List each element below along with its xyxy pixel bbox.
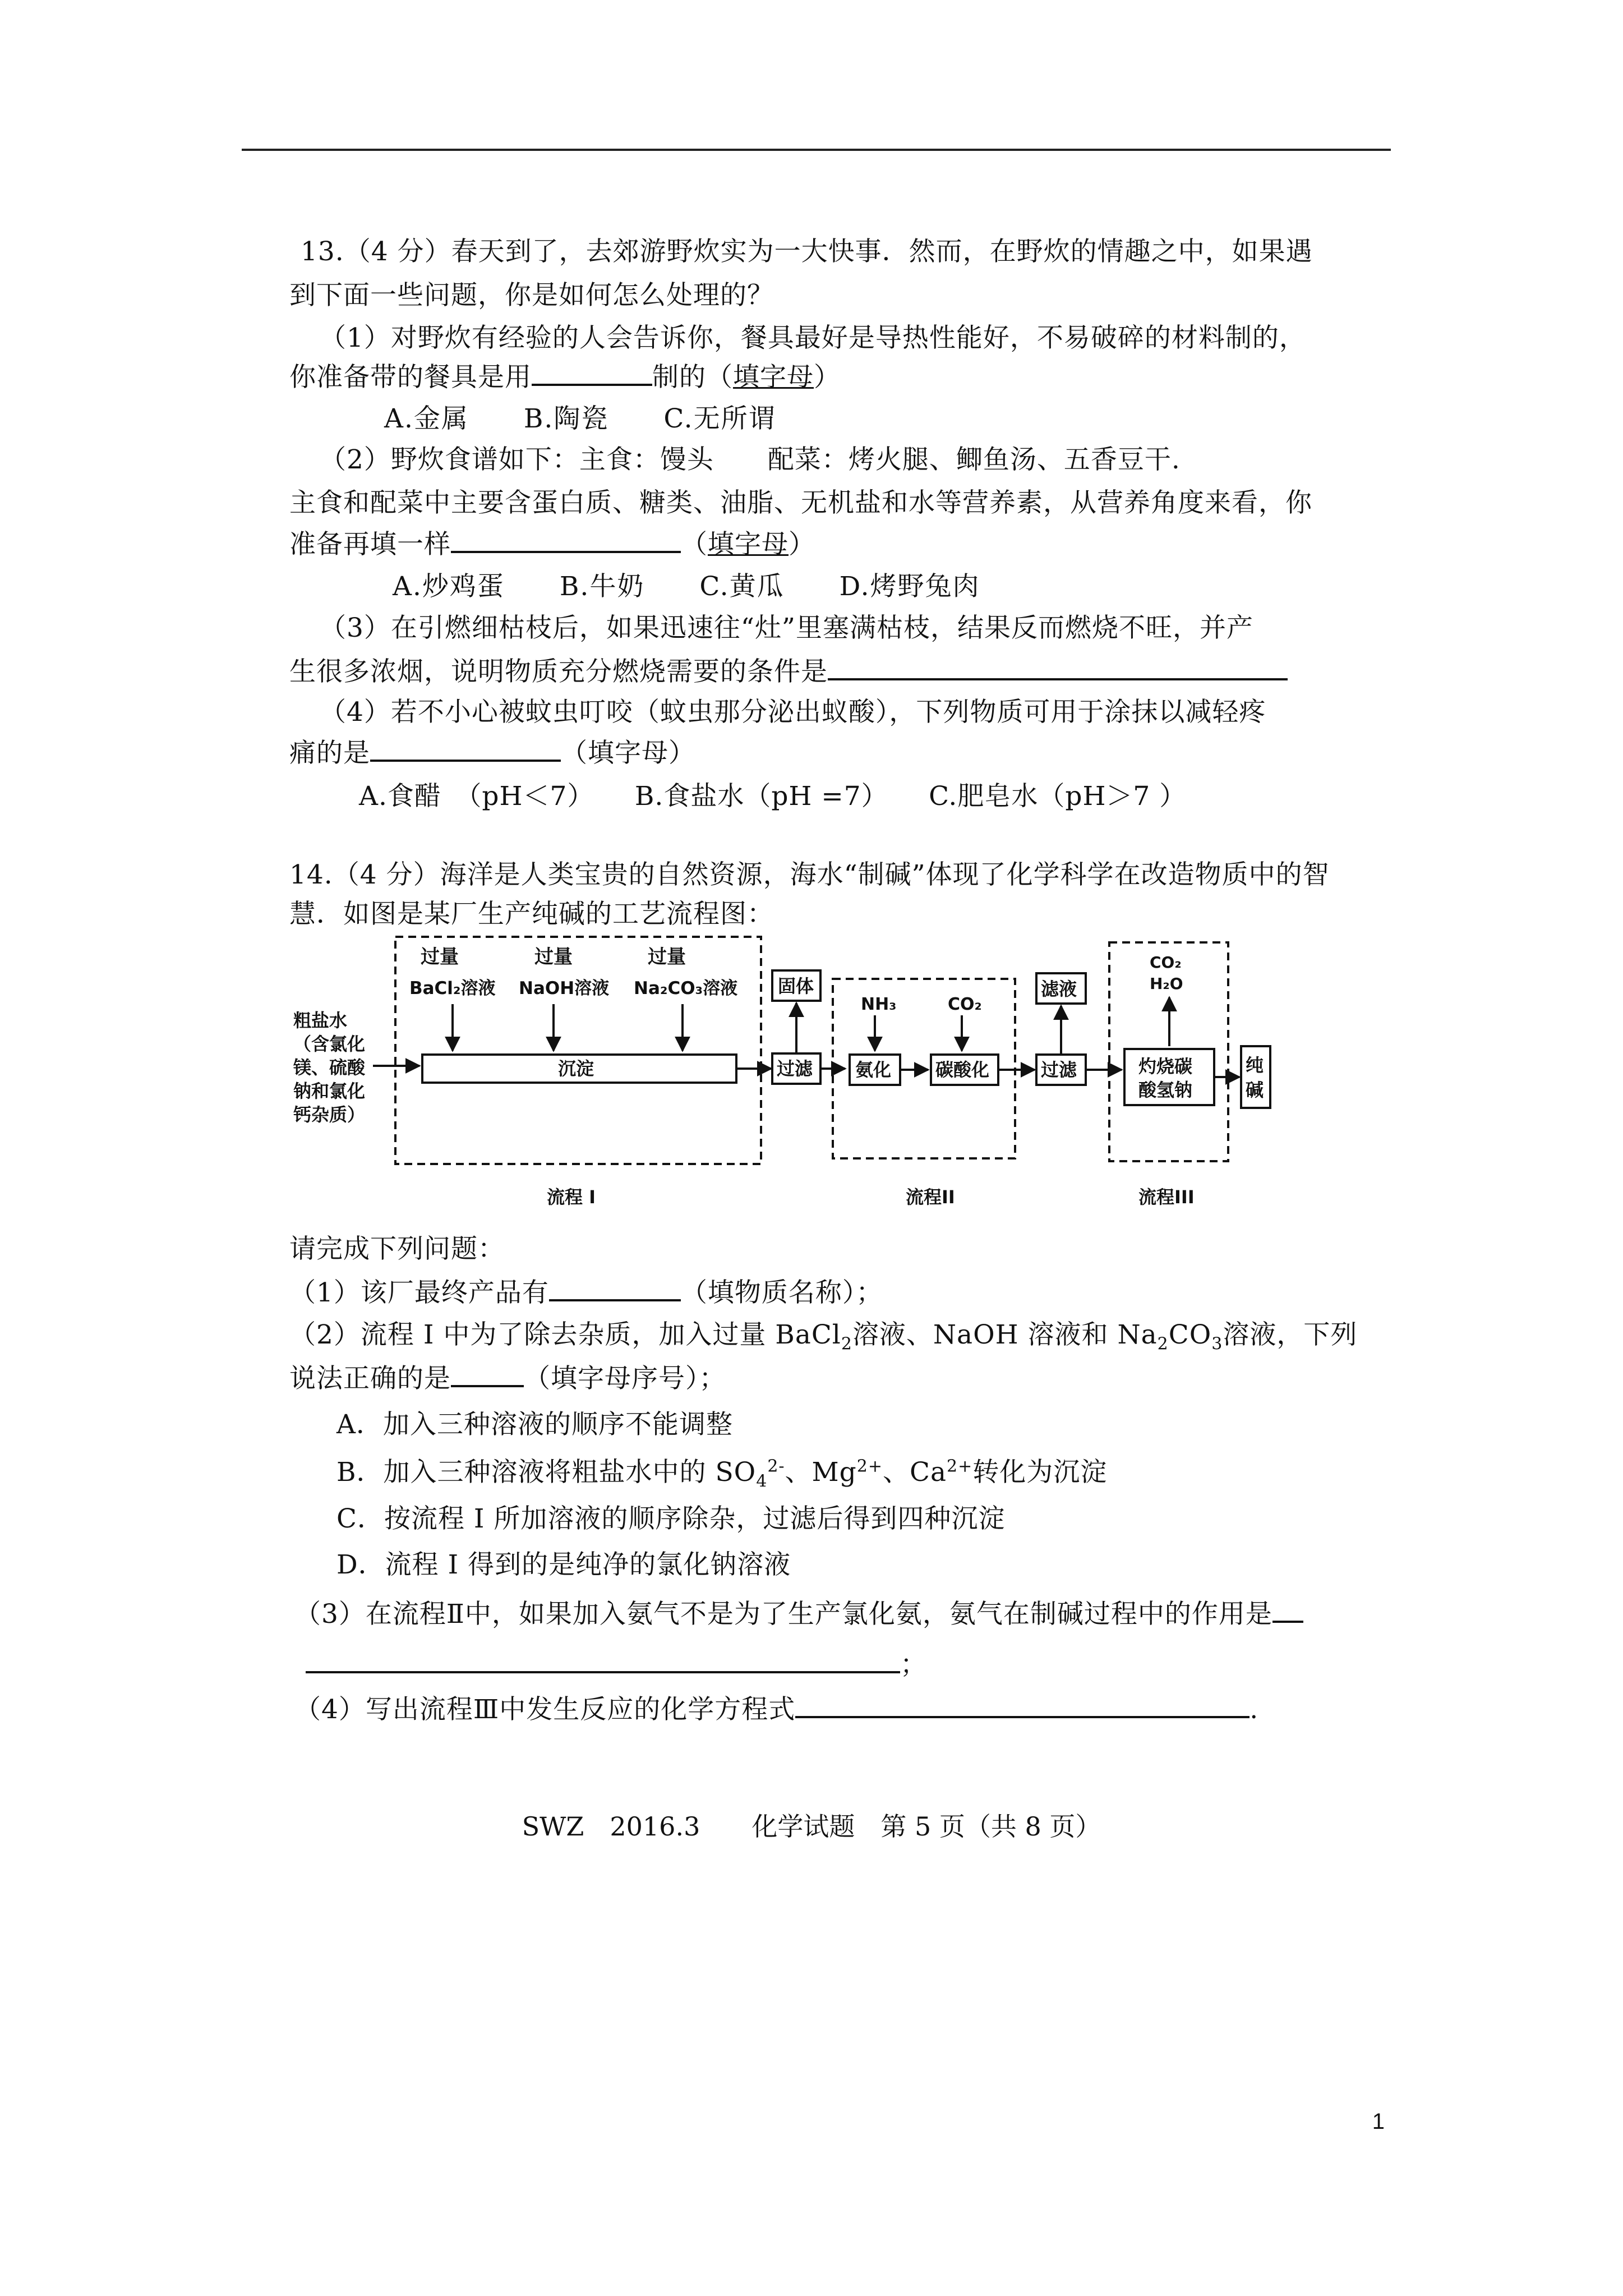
q14-sub1: （1）该厂最终产品有 （填物质名称）； — [289, 1274, 883, 1310]
brine-label-3: 钠和氯化 — [293, 1080, 366, 1102]
product-label-0: 纯 — [1246, 1055, 1264, 1076]
q13-part3-line1: （3）在引燃细枯枝后，如果迅速往“灶”里塞满枯枝，结果反而燃烧不旺，并产 — [320, 613, 1253, 643]
q14-sub2-line2: 说法正确的是 （填字母序号）； — [289, 1360, 726, 1396]
reagent-bacl2: BaCl₂溶液 — [409, 978, 496, 999]
page-number: 1 — [1372, 2109, 1385, 2134]
q14-sub3-answer-blank-a[interactable] — [1272, 1596, 1303, 1623]
header-rule — [242, 149, 1391, 151]
q13-part1-answer-blank[interactable] — [532, 359, 652, 386]
excess-label-2: 过量 — [534, 946, 573, 968]
q14-stem-line2: 慧．如图是某厂生产纯碱的工艺流程图： — [289, 899, 774, 930]
q13-part2-line3: 准备再填一样 （填字母） — [289, 526, 815, 562]
q13-part3-answer-blank[interactable] — [828, 654, 1288, 680]
q14-option-b: B．加入三种溶液将粗盐水中的 $SO_4^{2-}$、$Mg^{2+}$、$Ca^{2+}$转化为沉淀 — [336, 1456, 1108, 1492]
q14-sub4: （4）写出流程Ⅲ中发生反应的化学方程式 . — [294, 1691, 1258, 1727]
q14-stem-line1: 14.（4 分）海洋是人类宝贵的自然资源，海水“制碱”体现了化学科学在改造物质中的智 — [289, 859, 1330, 890]
flow3-label: 流程III — [1138, 1186, 1195, 1208]
excess-label-3: 过量 — [648, 946, 686, 968]
soda-ash-process-flow-diagram — [283, 931, 1287, 1228]
q14-intro: 请完成下列问题： — [289, 1234, 505, 1264]
co2-label: CO₂ — [948, 995, 982, 1014]
reagent-naoh: NaOH溶液 — [519, 978, 610, 999]
q14-option-d: D．流程 I 得到的是纯净的氯化钠溶液 — [336, 1549, 791, 1580]
out-h2o-label: H₂O — [1150, 974, 1183, 993]
q14-sub4-answer-blank[interactable] — [795, 1691, 1249, 1718]
q14-sub3-answer-blank-b[interactable] — [306, 1646, 900, 1673]
q14-option-c: C．按流程 I 所加溶液的顺序除杂，过滤后得到四种沉淀 — [336, 1503, 1006, 1534]
q13-part4-line1: （4）若不小心被蚊虫叮咬（蚊虫那分泌出蚁酸），下列物质可用于涂抹以减轻疼 — [320, 697, 1266, 728]
q13-part2-line2: 主食和配菜中主要含蛋白质、糖类、油脂、无机盐和水等营养素，从营养角度来看，你 — [289, 487, 1312, 518]
filtrate-label: 滤液 — [1041, 978, 1077, 1000]
q13-part2-line1: （2）野炊食谱如下：主食：馒头 配菜：烤火腿、鲫鱼汤、五香豆干. — [320, 444, 1181, 475]
q13-part1-line2: 你准备带的餐具是用 制的（填字母） — [289, 359, 841, 394]
brine-label-0: 粗盐水 — [293, 1010, 348, 1031]
out-co2-label: CO₂ — [1150, 953, 1182, 972]
brine-label-1: （含氯化 — [293, 1033, 366, 1055]
ammoniate-label: 氨化 — [855, 1059, 892, 1080]
q13-stem-line2: 到下面一些问题，你是如何怎么处理的？ — [289, 280, 774, 311]
q14-sub3-line2: ； — [306, 1646, 927, 1682]
solid-label: 固体 — [778, 976, 814, 997]
q13-part4-answer-blank[interactable] — [370, 735, 561, 762]
flow1-region — [395, 937, 761, 1164]
q14-sub2-line1: （2）流程 I 中为了除去杂质，加入过量 BaCl$_2$溶液、NaOH 溶液和 $Na_2CO_3$溶液，下列 — [289, 1319, 1358, 1354]
q13-part2-options: A.炒鸡蛋 B.牛奶 C.黄瓜 D.烤野兔肉 — [393, 571, 980, 602]
q13-part2-answer-blank[interactable] — [451, 526, 681, 553]
filter1-label: 过滤 — [777, 1058, 813, 1079]
flow2-label: 流程II — [906, 1186, 955, 1208]
q14-sub2-answer-blank[interactable] — [451, 1360, 524, 1387]
q13-part1-line1: （1）对野炊有经验的人会告诉你，餐具最好是导热性能好，不易破碎的材料制的， — [320, 323, 1306, 353]
q14-sub1-answer-blank[interactable] — [549, 1274, 681, 1301]
precipitation-label: 沉淀 — [558, 1058, 594, 1079]
q14-sub3-line1: （3）在流程Ⅱ中，如果加入氨气不是为了生产氯化氨，氨气在制碱过程中的作用是 — [294, 1596, 1303, 1631]
q13-part3-line2: 生很多浓烟，说明物质充分燃烧需要的条件是 — [289, 654, 1288, 689]
carbonate-label: 碳酸化 — [935, 1059, 990, 1080]
q13-stem-line1: 13.（4 分）春天到了，去郊游野炊实为一大快事．然而，在野炊的情趣之中，如果遇 — [301, 236, 1313, 267]
excess-label-1: 过量 — [421, 946, 459, 968]
product-label-1: 碱 — [1246, 1079, 1264, 1101]
filter2-label: 过滤 — [1041, 1059, 1077, 1080]
brine-label-2: 镁、硫酸 — [293, 1057, 366, 1078]
brine-label-4: 钙杂质） — [293, 1104, 366, 1125]
calcine-label-1: 酸氢钠 — [1138, 1079, 1193, 1101]
flow1-label: 流程 I — [547, 1186, 596, 1208]
q13-part4-options: A.食醋 （pH＜7） B.食盐水（pH =7） C.肥皂水（pH＞7 ） — [359, 781, 1187, 812]
q13-part4-line2: 痛的是 （填字母） — [289, 735, 695, 770]
q13-part1-options: A.金属 B.陶瓷 C.无所谓 — [384, 403, 776, 434]
reagent-na2co3: Na₂CO₃溶液 — [634, 978, 738, 999]
nh3-label: NH₃ — [861, 995, 897, 1014]
q14-option-a: A．加入三种溶液的顺序不能调整 — [336, 1409, 733, 1440]
page-footer: SWZ 2016.3 化学试题 第 5 页（共 8 页） — [522, 1811, 1101, 1842]
calcine-label-0: 灼烧碳 — [1138, 1056, 1193, 1077]
